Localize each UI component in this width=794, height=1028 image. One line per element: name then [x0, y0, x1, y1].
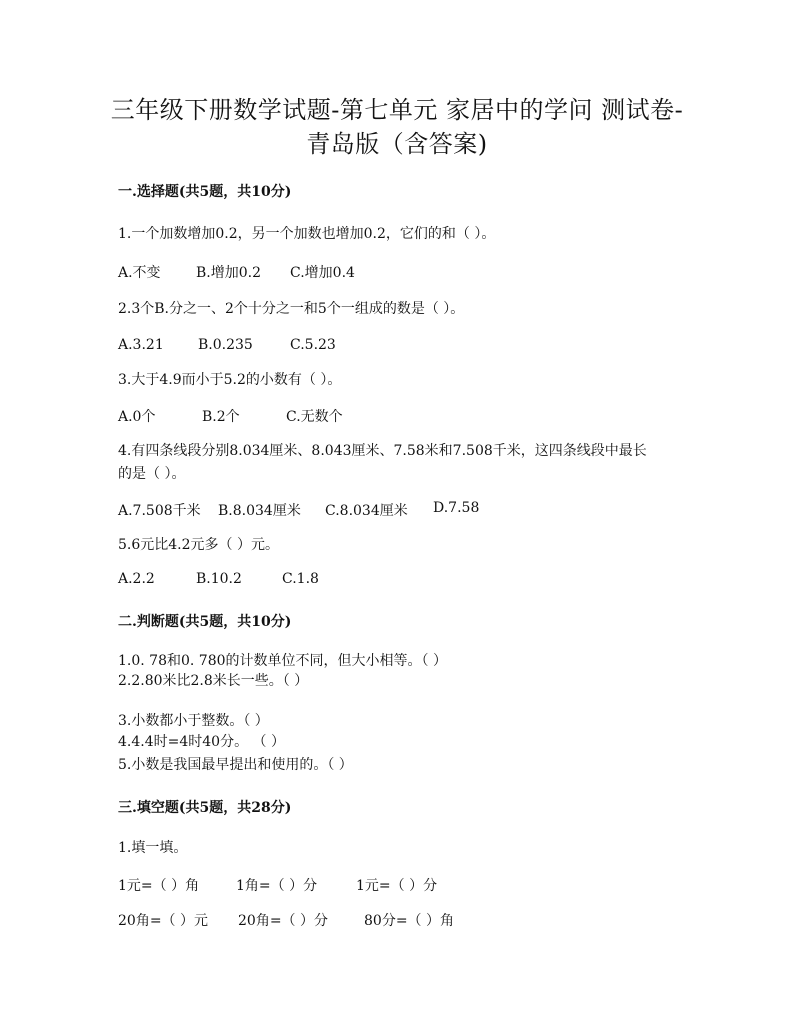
question-2-text: 2.3个B.分之一、2个十分之一和5个一组成的数是（ ）。 [118, 301, 465, 317]
option-c: C.无数个 [286, 409, 343, 425]
option-a: A.0个 [118, 409, 156, 425]
section-heading-fill-in: 三.填空题(共5题，共28分) [118, 800, 292, 816]
judgement-item-2: 2.2.80米比2.8米长一些。（ ） [118, 673, 309, 689]
question-4-text-line-1: 4.有四条线段分别8.034厘米、8.043厘米、7.58米和7.508千米，这四条线段中最长 [118, 443, 647, 459]
option-c: C.8.034厘米 [325, 503, 408, 519]
fill-question-1-text: 1.填一填。 [118, 840, 188, 856]
question-4-text-line-2: 的是（ ）。 [118, 466, 186, 482]
option-d: D.7.58 [433, 500, 480, 516]
judgement-item-1: 1.0. 78和0. 780的计数单位不同，但大小相等。（ ） [118, 653, 447, 669]
option-b: B.0.235 [198, 337, 253, 353]
option-c: C.5.23 [290, 337, 336, 353]
option-a: A.3.21 [118, 337, 164, 353]
fill-blank: 80分=（ ）角 [364, 913, 454, 929]
option-c: C.1.8 [282, 571, 319, 587]
fill-blank: 1元=（ ）角 [118, 878, 200, 894]
document-title-line-2: 青岛版（含答案) [306, 130, 488, 158]
option-c: C.增加0.4 [290, 265, 355, 281]
fill-blank: 20角=（ ）元 [118, 913, 208, 929]
fill-blank: 20角=（ ）分 [238, 913, 328, 929]
option-a: A.不变 [118, 265, 161, 281]
document-title-line-1: 三年级下册数学试题-第七单元 家居中的学问 测试卷- [110, 96, 684, 124]
question-3-text: 3.大于4.9而小于5.2的小数有（ ）。 [118, 372, 342, 388]
section-heading-true-false: 二.判断题(共5题，共10分) [118, 614, 292, 630]
option-a: A.7.508千米 [118, 503, 201, 519]
judgement-item-5: 5.小数是我国最早提出和使用的。（ ） [118, 757, 353, 773]
fill-blank: 1元=（ ）分 [356, 878, 438, 894]
option-b: B.8.034厘米 [218, 503, 301, 519]
option-b: B.2个 [202, 409, 240, 425]
section-heading-multiple-choice: 一.选择题(共5题，共10分) [118, 184, 292, 200]
fill-blank: 1角=（ ）分 [236, 878, 318, 894]
option-a: A.2.2 [118, 571, 155, 587]
question-1-text: 1.一个加数增加0.2，另一个加数也增加0.2，它们的和（ ）。 [118, 226, 496, 242]
question-5-text: 5.6元比4.2元多（ ）元。 [118, 537, 279, 553]
judgement-item-3: 3.小数都小于整数。（ ） [118, 713, 269, 729]
option-b: B.10.2 [196, 571, 242, 587]
option-b: B.增加0.2 [196, 265, 262, 281]
judgement-item-4: 4.4.4时=4时40分。 （ ） [118, 734, 285, 750]
